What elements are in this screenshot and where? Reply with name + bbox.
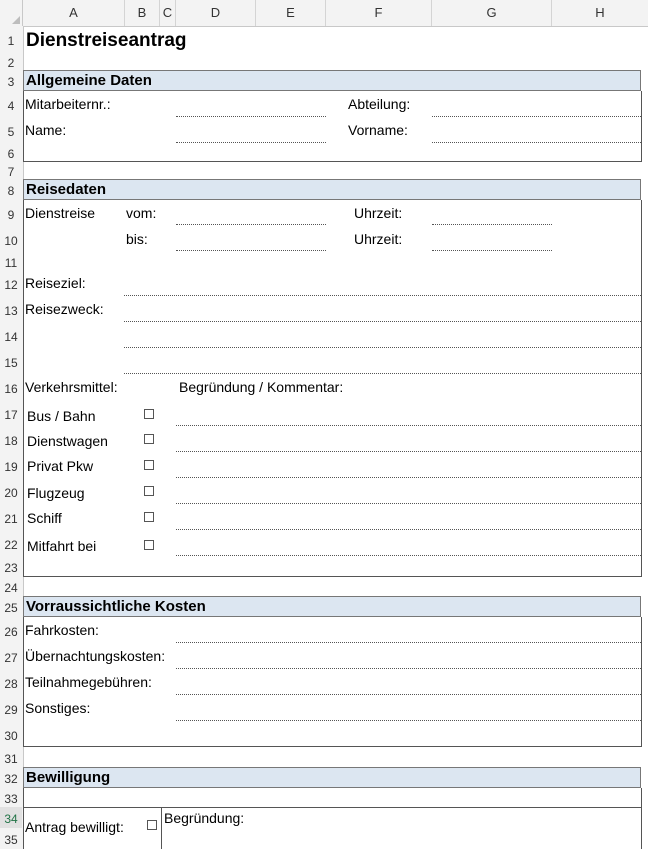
field-time-from[interactable] (432, 224, 552, 225)
checkbox-company-car[interactable] (144, 434, 154, 444)
row-header-4[interactable]: 4 (7, 99, 15, 113)
checkbox-approved[interactable] (147, 820, 157, 830)
section-costs-title: Vorraussichtliche Kosten (26, 598, 206, 615)
section-travel-border-right (641, 200, 642, 576)
field-travel-costs[interactable] (176, 642, 641, 643)
label-purpose: Reisezweck: (25, 301, 104, 317)
label-reason-comment: Begründung / Kommentar: (179, 379, 344, 395)
column-header-h[interactable]: H (595, 5, 605, 20)
section-approval-border-right (641, 788, 642, 849)
row-header-31[interactable]: 31 (4, 752, 18, 766)
label-participation-fees: Teilnahmegebühren: (25, 674, 152, 690)
row-header-9[interactable]: 9 (7, 208, 15, 222)
row-header-bar (0, 26, 24, 849)
column-header-a[interactable]: A (23, 0, 125, 26)
label-department: Abteilung: (348, 96, 411, 112)
field-destination[interactable] (124, 295, 641, 296)
transport-label-ship: Schiff (27, 510, 62, 526)
checkbox-private-car[interactable] (144, 460, 154, 470)
column-header-e[interactable]: E (256, 0, 326, 26)
row-header-17[interactable]: 17 (4, 408, 18, 422)
field-department[interactable] (432, 116, 641, 117)
section-travel-header (23, 179, 641, 200)
row-header-23[interactable]: 23 (4, 561, 18, 575)
row-header-5[interactable]: 5 (7, 125, 15, 139)
checkbox-bus[interactable] (144, 409, 154, 419)
field-from-date[interactable] (176, 224, 326, 225)
label-approved: Antrag bewilligt: (25, 819, 124, 835)
checkbox-ride-along[interactable] (144, 540, 154, 550)
row-header-1[interactable]: 1 (7, 34, 15, 48)
section-general-header (23, 70, 641, 91)
label-travel-costs: Fahrkosten: (25, 622, 99, 638)
row-header-28[interactable]: 28 (4, 677, 18, 691)
transport-label-ride-along: Mitfahrt bei (27, 538, 97, 554)
row-header-15[interactable]: 15 (4, 356, 18, 370)
field-firstname[interactable] (432, 142, 641, 143)
column-header-f[interactable]: F (326, 0, 432, 26)
row-header-6[interactable]: 6 (7, 147, 15, 161)
field-to-date[interactable] (176, 250, 326, 251)
column-header-d[interactable]: D (176, 0, 256, 26)
row-header-34[interactable]: 34 (0, 807, 22, 828)
field-other-costs[interactable] (176, 720, 641, 721)
field-comment-ride-along[interactable] (176, 555, 641, 556)
field-comment-plane[interactable] (176, 503, 641, 504)
section-approval-title: Bewilligung (26, 769, 111, 786)
column-header-g[interactable]: G (432, 0, 552, 26)
row-header-26[interactable]: 26 (4, 625, 18, 639)
row-header-32[interactable]: 32 (4, 772, 18, 786)
field-participation-fees[interactable] (176, 694, 641, 695)
label-name: Name: (25, 122, 67, 138)
section-travel-title: Reisedaten (26, 181, 107, 198)
section-approval-border-left (23, 788, 24, 849)
column-header-bar (0, 0, 648, 27)
label-trip: Dienstreise (25, 205, 96, 221)
row-header-29[interactable]: 29 (4, 703, 18, 717)
field-comment-bus[interactable] (176, 425, 641, 426)
row-header-27[interactable]: 27 (4, 651, 18, 665)
approval-divider-column (161, 807, 162, 849)
select-all-corner[interactable] (0, 0, 23, 26)
row-header-18[interactable]: 18 (4, 434, 18, 448)
label-approval-reason: Begründung: (164, 810, 245, 826)
field-employee-no[interactable] (176, 116, 326, 117)
checkbox-plane[interactable] (144, 486, 154, 496)
section-general-border-left (23, 91, 24, 161)
row-header-7[interactable]: 7 (7, 165, 15, 179)
section-approval-header (23, 767, 641, 788)
row-header-11[interactable]: 11 (4, 256, 18, 270)
section-costs-border-left (23, 617, 24, 746)
form-title: Dienstreiseantrag (26, 30, 187, 51)
label-destination: Reiseziel: (25, 275, 86, 291)
label-time-from: Uhrzeit: (354, 205, 403, 221)
transport-label-company-car: Dienstwagen (27, 433, 108, 449)
transport-label-bus: Bus / Bahn (27, 408, 96, 424)
row-header-25[interactable]: 25 (4, 601, 18, 615)
section-general-border-bottom (23, 161, 642, 162)
label-other-costs: Sonstiges: (25, 700, 91, 716)
section-general-border-right (641, 91, 642, 161)
label-accommodation-costs: Übernachtungskosten: (25, 648, 166, 664)
column-header-c[interactable]: C (160, 0, 176, 26)
row-header-30[interactable]: 30 (4, 729, 18, 743)
section-costs-border-bottom (23, 746, 642, 747)
field-comment-company-car[interactable] (176, 451, 641, 452)
row-header-21[interactable]: 21 (4, 512, 18, 526)
row-header-8[interactable]: 8 (7, 184, 15, 198)
label-employee-no: Mitarbeiternr.: (25, 96, 111, 112)
row-header-19[interactable]: 19 (4, 460, 18, 474)
label-time-to: Uhrzeit: (354, 231, 403, 247)
row-header-24[interactable]: 24 (4, 581, 18, 595)
field-name[interactable] (176, 142, 326, 143)
section-travel-border-bottom (23, 576, 642, 577)
row-header-22[interactable]: 22 (4, 538, 18, 552)
row-header-33[interactable]: 33 (4, 792, 18, 806)
approval-divider-row (23, 807, 642, 808)
field-purpose-line-3[interactable] (124, 373, 641, 374)
label-firstname: Vorname: (348, 122, 408, 138)
field-comment-private-car[interactable] (176, 477, 641, 478)
section-general-title: Allgemeine Daten (26, 72, 152, 89)
checkbox-ship[interactable] (144, 512, 154, 522)
row-header-16[interactable]: 16 (4, 382, 18, 396)
field-comment-ship[interactable] (176, 529, 641, 530)
row-header-3[interactable]: 3 (7, 75, 15, 89)
section-travel-border-left (23, 200, 24, 576)
section-costs-border-right (641, 617, 642, 746)
label-transport: Verkehrsmittel: (25, 379, 118, 395)
field-accommodation-costs[interactable] (176, 668, 641, 669)
row-header-12[interactable]: 12 (4, 278, 18, 292)
section-costs-header (23, 596, 641, 617)
transport-label-plane: Flugzeug (27, 485, 85, 501)
row-header-20[interactable]: 20 (4, 486, 18, 500)
field-purpose-line-1[interactable] (124, 321, 641, 322)
column-header-b[interactable]: B (125, 0, 160, 26)
field-time-to[interactable] (432, 250, 552, 251)
row-header-35[interactable]: 35 (4, 833, 18, 847)
row-header-10[interactable]: 10 (4, 234, 18, 248)
field-purpose-line-2[interactable] (124, 347, 641, 348)
row-header-13[interactable]: 13 (4, 304, 18, 318)
transport-label-private-car: Privat Pkw (27, 458, 94, 474)
row-header-14[interactable]: 14 (4, 330, 18, 344)
label-from: vom: (126, 205, 157, 221)
label-to: bis: (126, 231, 148, 247)
row-header-2[interactable]: 2 (7, 56, 15, 70)
